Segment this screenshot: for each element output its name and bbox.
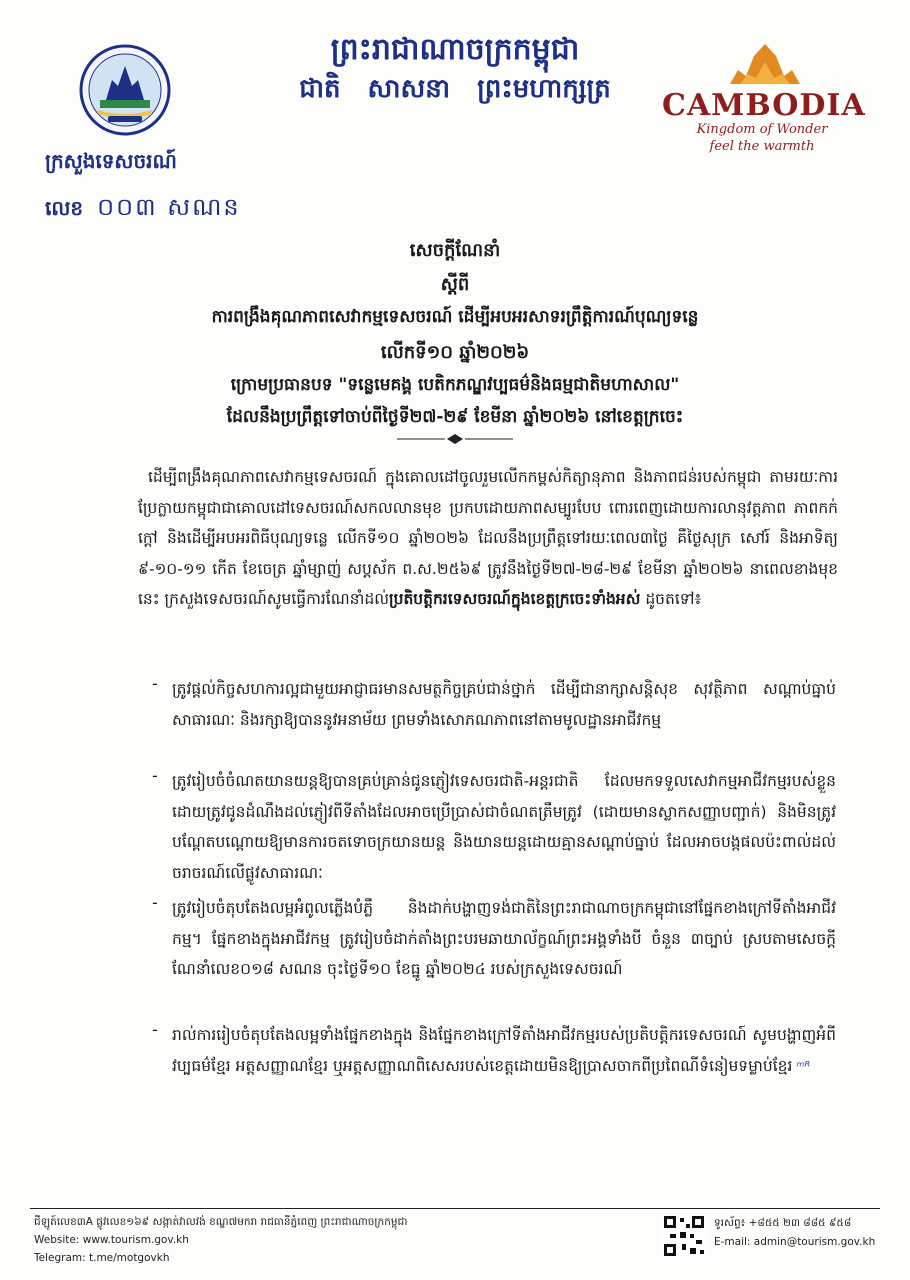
document-title: សេចក្ដីណែនាំ xyxy=(409,240,501,261)
brand-subtitle: Kingdom of Wonder xyxy=(696,122,828,137)
footer-divider xyxy=(30,1208,880,1209)
title-about: ស្ដីពី xyxy=(440,274,470,295)
national-motto: ជាតិ សាសនា ព្រះមហាក្សត្រ xyxy=(299,74,611,104)
intro-paragraph xyxy=(138,462,838,615)
intro-end-text: ដូចតទៅ៖ xyxy=(640,590,702,608)
title-theme: ក្រោមប្រធានបទ "ទន្លេមេគង្គ បេតិកភណ្ឌវប្បធម៌និងធម្មជាតិមហាសាល" xyxy=(230,375,680,395)
title-edition: លើកទី១០ ឆ្នាំ២០២៦ xyxy=(380,342,530,363)
brand-tagline: feel the warmth xyxy=(709,139,815,154)
title-dates: ដែលនឹងប្រព្រឹត្តទៅចាប់ពីថ្ងៃទី២៧-២៩ ខែមីនា ឆ្នាំ២០២៦ នៅខេត្តក្រចេះ xyxy=(226,407,684,427)
footer-address: ជីឡូត៍លេខ៣A ផ្លូវលេខ១៦៩ សង្កាត់វាលវង់ ខណ្ឌ៧មករា រាជធានីភ្នំពេញ ព្រះរាជាណាចក្រកម្ពុជា xyxy=(34,1216,408,1228)
ornament-divider xyxy=(395,432,515,446)
handwritten-initials: ᵐᴿ xyxy=(796,1059,811,1075)
bullet-dash: - xyxy=(152,893,158,912)
intro-bold-text: ប្រតិបត្តិករទេសចរណ៍ក្នុងខេត្តក្រចេះទាំងអស់ xyxy=(388,590,641,608)
title-subject: ការពង្រឹងគុណភាពសេវាកម្មទេសចរណ៍ ដើម្បីអបអរសាទរព្រឹត្តិការណ៍បុណ្យទន្លេ xyxy=(211,307,699,327)
footer-email-link[interactable]: E-mail: admin@tourism.gov.kh xyxy=(714,1236,876,1248)
instruction-item-text: រាល់ការរៀបចំតុបតែងលម្អទាំងផ្នែកខាងក្នុង និងផ្នែកខាងក្រៅទីតាំងអាជីវកម្មរបស់ប្រតិបត្តិករទេសចរណ៍ សូមបង្ហាញអំពីវប្បធម៌ខ្មែរ អត្តសញ្ញាណខ្មែរ ឬអត្តសញ្ញាណពិសេសរបស់ខេត្តដោយមិនឱ្យប្រាសចាកពីប្រពៃណីទំនៀមទម្លាប់ខ្មែរ xyxy=(172,1026,836,1075)
instruction-item xyxy=(172,1020,836,1083)
instruction-item: ត្រូវរៀបចំតុបតែងលម្អអំពូលភ្លើងបំភ្លឺ និងដាក់បង្ហាញទង់ជាតិនៃព្រះរាជាណាចក្រកម្ពុជានៅផ្នែកខាងក្រៅទីតាំងអាជីវកម្ម។ ផ្នែកខាងក្នុងអាជីវកម្ម ត្រូវរៀបចំដាក់តាំងព្រះបរមឆាយាល័ក្ខណ៍ព្រះអង្គទាំងបី ចំនួន ៣ច្បាប់ ស្របតាមសេចក្ដីណែនាំលេខ០១៨ សណន ចុះថ្ងៃទី១០ ខែធ្នូ ឆ្នាំ២០២៤ របស់ក្រសួងទេសចរណ៍ xyxy=(172,899,836,978)
ministry-name: ក្រសួងទេសចរណ៍ xyxy=(45,149,177,173)
bullet-dash: - xyxy=(152,674,158,693)
footer-telegram-link[interactable]: Telegram: t.me/motgovkh xyxy=(34,1252,170,1264)
bullet-dash: - xyxy=(152,766,158,785)
ministry-seal-logo xyxy=(78,42,172,138)
reference-label: លេខ xyxy=(45,196,84,220)
bullet-dash: - xyxy=(152,1020,158,1039)
kingdom-heading: ព្រះរាជាណាចក្រកម្ពុជា xyxy=(330,32,580,67)
instruction-item: ត្រូវរៀបចំចំណតយានយន្ដឱ្យបានគ្រប់គ្រាន់ជូនភ្ញៀវទេសចរជាតិ-អន្តរជាតិ ដែលមកទទួលសេវាកម្មអាជីវកម្មរបស់ខ្លួន ដោយត្រូវជូនដំណឹងដល់ភ្ញៀវពីទីតាំងដែលអាចប្រើប្រាស់ជាចំណតត្រឹមត្រូវ (ដោយមានស្លាកសញ្ញាបញ្ជាក់) និងមិនត្រូវបណ្ដែតបណ្ដោយឱ្យមានការចតទោចក្រយានយន្ត និងយានយន្តដោយគ្មានសណ្ដាប់ធ្នាប់ ដែលអាចបង្កផលប៉ះពាល់ដល់ចរាចរណ៍លើផ្លូវសាធារណៈ xyxy=(172,772,836,882)
brand-name: CAMBODIA xyxy=(662,88,866,123)
footer-website-link[interactable]: Website: www.tourism.gov.kh xyxy=(34,1234,189,1246)
qr-code-icon xyxy=(662,1214,706,1258)
reference-value: ០០៣ សណន xyxy=(97,193,241,221)
instruction-item: ត្រូវផ្ដល់កិច្ចសហការល្អជាមួយអាជ្ញាធរមានសមត្ថកិច្ចគ្រប់ជាន់ថ្នាក់ ដើម្បីជានាក្សាសន្តិសុខ សុវត្ថិភាព សណ្ដាប់ធ្នាប់សាធារណៈ និងរក្សាឱ្យបាននូវអនាម័យ ព្រមទាំងសោភណភាពនៅតាមមូលដ្ឋានអាជីវកម្ម xyxy=(172,680,836,729)
footer-phone: ទូរស័ព្ទ៖ +៨៥៥ ២៣ ៨៨៥ ៩៥៨ xyxy=(714,1217,852,1229)
reference-number xyxy=(45,192,241,227)
intro-text: ដើម្បីពង្រឹងគុណភាពសេវាកម្មទេសចរណ៍ ក្នុងគោលដៅចូលរួមលើកកម្ពស់កិត្យានុភាព និងភាពជន់របស់កម្ពុជា តាមរយៈការប្រែក្លាយកម្ពុជាជាគោលដៅទេសចរណ៍សកលលានមុខ ប្រកបដោយភាពសម្បូរបែប ពោរពេញដោយការលានុវត្តភាព ភាពកក់ក្ដៅ និងដើម្បីអបអរពិធីបុណ្យទន្លេ លើកទី១០ ឆ្នាំ២០២៦ ដែលនឹងប្រព្រឹត្តទៅរយៈពេល៣ថ្ងៃ គឺថ្ងៃសុក្រ សៅរ៍ និងអាទិត្យ ៩-១០-១១ កើត ខែចេត្រ ឆ្នាំម្សាញ់ សប្តស័ក ព.ស.២៥៦៩ ត្រូវនឹងថ្ងៃទី២៧-២៨-២៩ ខែមីនា ឆ្នាំ២០២៦ នាពេលខាងមុខនេះ ក្រសួងទេសចរណ៍សូមធ្វើការណែនាំដល់ xyxy=(138,468,838,608)
